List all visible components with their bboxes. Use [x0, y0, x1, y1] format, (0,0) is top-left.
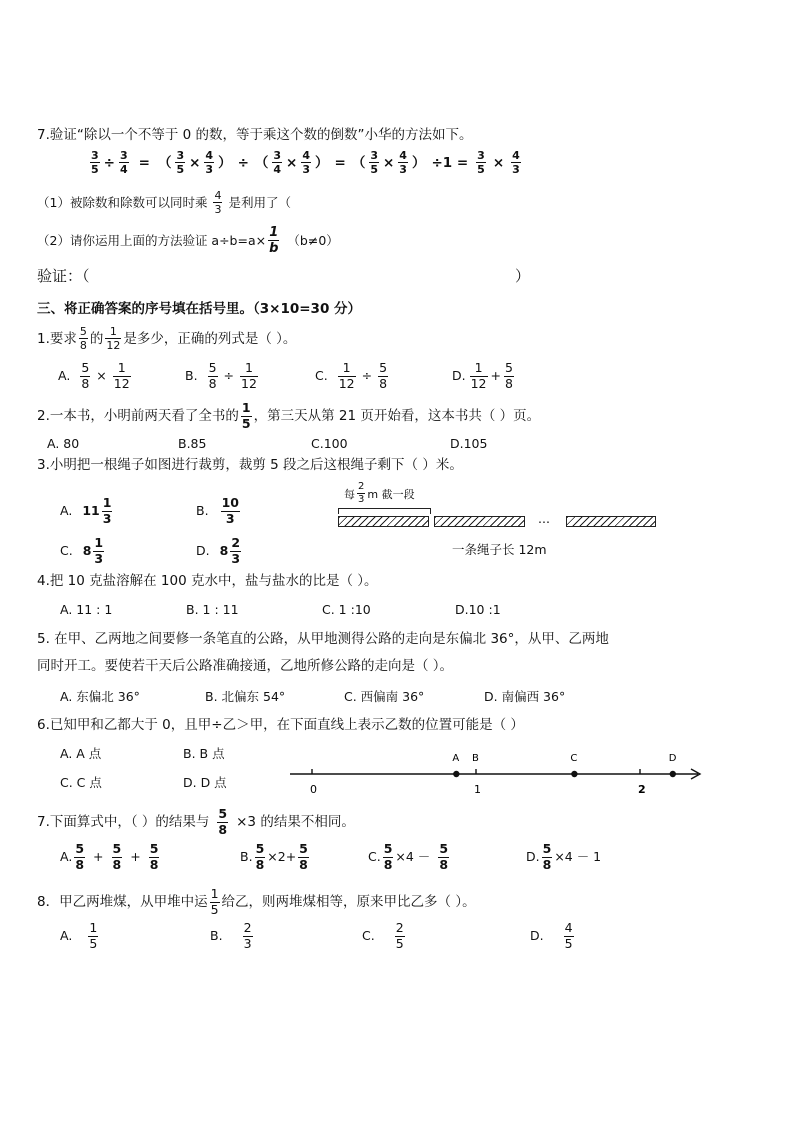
point-label-A: A: [452, 753, 460, 764]
q7-option-b[interactable]: B. $\frac{5}{8}$ ×2+ $\frac{5}{8}$: [240, 841, 308, 872]
q8-option-b[interactable]: B. 2 3: [210, 920, 252, 951]
q1-stem: 1.要求 5 8 的 1 12 是多少，正确的列式是（ ）。: [37, 325, 297, 352]
point-A: [453, 771, 459, 777]
q1-option-d[interactable]: D. 1 12 + $\frac{5}{8}$: [452, 360, 513, 391]
tick-label-1: 1: [474, 783, 481, 796]
q6-option-c[interactable]: C. C 点: [60, 775, 102, 790]
section-title: 三、将正确答案的序号填在括号里。（3×10=30 分）: [37, 301, 362, 317]
q1-option-c[interactable]: C. $\frac{1}{12}$ ÷ $\frac{5}{8}$: [315, 360, 388, 391]
tick-label-2: 2: [638, 783, 646, 796]
q5-stem-line1: 5. 在甲、乙两地之间要修一条笔直的公路，从甲地测得公路的走向是东偏北 36°，从甲、乙两地: [37, 631, 609, 647]
q6-stem: 6.已知甲和乙都大于 0，且甲÷乙＞甲，在下面直线上表示乙数的位置可能是（ ）: [37, 717, 524, 733]
q8-stem: 8．甲乙两堆煤，从甲堆中运 1 5 给乙，则两堆煤相等，原来甲比乙多（ ）。: [37, 886, 476, 917]
q5-option-c[interactable]: C. 西偏南 36°: [344, 689, 425, 704]
q3-option-c[interactable]: C. 8 1 3: [60, 535, 104, 566]
q3-option-a[interactable]: A. 11 1 3: [60, 495, 112, 526]
q7-sub1: （1）被除数和除数可以同时乘 4 3 是利用了（: [37, 189, 291, 216]
q8-option-d[interactable]: D. 4 5: [530, 920, 573, 951]
rope-segment-label: 每 2 3 m 截一段: [344, 481, 415, 505]
q7-option-d[interactable]: D. $\frac{5}{8}$ ×4 － 1: [526, 841, 602, 872]
q7-sub2: （2）请你运用上面的方法验证 a÷b=a× $\frac{1}{b}$ （b≠0）: [37, 225, 339, 256]
rope-segment-2: [434, 516, 525, 527]
q2-stem: 2.一本书，小明前两天看了全书的 1 5 ，第三天从第 21 页开始看，这本书共（ ）页。: [37, 400, 541, 431]
q7-stem: 7.下面算式中，（ ）的结果与 $\frac{5}{8}$ ×3 的结果不相同。: [37, 806, 355, 837]
q2-option-b[interactable]: B.85: [178, 436, 207, 451]
point-label-B: B: [472, 753, 479, 764]
q4-option-d[interactable]: D.10 :1: [455, 602, 501, 617]
q4-option-a[interactable]: A. 11 : 1: [60, 602, 113, 617]
point-C: [571, 771, 577, 777]
rope-caption: 一条绳子长 12m: [452, 542, 547, 557]
verify-close: ）: [515, 267, 531, 285]
tick-label-0: 0: [310, 783, 317, 796]
q3-option-b[interactable]: B. 10 3: [196, 495, 239, 526]
q6-option-a[interactable]: A. A 点: [60, 746, 102, 761]
q2-option-d[interactable]: D.105: [450, 436, 488, 451]
point-D: [670, 771, 676, 777]
q6-option-d[interactable]: D. D 点: [183, 775, 227, 790]
q8-option-c[interactable]: C. 2 5: [362, 920, 404, 951]
q4-option-b[interactable]: B. 1 : 11: [186, 602, 239, 617]
fraction: $\frac{3}{5}$: [91, 149, 99, 176]
q4-option-c[interactable]: C. 1 :10: [322, 602, 371, 617]
q5-option-d[interactable]: D. 南偏西 36°: [484, 689, 566, 704]
rope-bracket: [338, 508, 431, 514]
rope-ellipsis: ...: [538, 511, 550, 526]
rope-segment-last: [566, 516, 656, 527]
q7-option-a[interactable]: A. 5 8 + $\frac{5}{8}$ + $\frac{5}{8}$: [60, 841, 159, 872]
q5-option-a[interactable]: A. 东偏北 36°: [60, 689, 140, 704]
q5-stem-line2: 同时开工。要使若干天后公路准确接通，乙地所修公路的走向是（ ）。: [37, 658, 454, 674]
q2-option-a[interactable]: A. 80: [47, 436, 80, 451]
q1-option-b[interactable]: B. $\frac{5}{8}$ ÷ $\frac{1}{12}$: [185, 360, 257, 391]
q5-option-b[interactable]: B. 北偏东 54°: [205, 689, 286, 704]
q3-option-d[interactable]: D. 8 2 3: [196, 535, 241, 566]
point-label-D: D: [668, 753, 677, 764]
point-label-C: C: [570, 753, 578, 764]
q7-verify-title: 7.验证“除以一个不等于 0 的数，等于乘这个数的倒数”小华的方法如下。: [37, 127, 473, 143]
q6-option-b[interactable]: B. B 点: [183, 746, 225, 761]
q7-option-c[interactable]: C. $\frac{5}{8}$ ×4 － 5 8: [368, 841, 449, 872]
q1-option-a[interactable]: A. $\frac{5}{8}$ × $\frac{1}{12}$: [58, 360, 130, 391]
q3-stem: 3.小明把一根绳子如图进行裁剪，裁剪 5 段之后这根绳子剩下（ ）米。: [37, 457, 463, 473]
q8-option-a[interactable]: A. 1 5: [60, 920, 98, 951]
verify-label: 验证：（: [37, 267, 90, 285]
q4-stem: 4.把 10 克盐溶解在 100 克水中，盐与盐水的比是（ ）。: [37, 573, 378, 589]
rope-segment-1: [338, 516, 429, 527]
number-line: [285, 744, 710, 804]
q7-verify-equation: $\frac{3}{5}$ ÷ $\frac{3}{4}$ = （ $\frac{3}{5}$ × $\frac{4}{3}$ ） ÷ （ $\frac{3}{4}$ × $\frac{4}{3}$ ） = （ $\frac{3}{5}$ × $\frac{4}{3}$ ） ÷1 = $\frac{3}{5}$ × $\frac{4}{3}$: [91, 149, 520, 176]
q2-option-c[interactable]: C.100: [311, 436, 348, 451]
